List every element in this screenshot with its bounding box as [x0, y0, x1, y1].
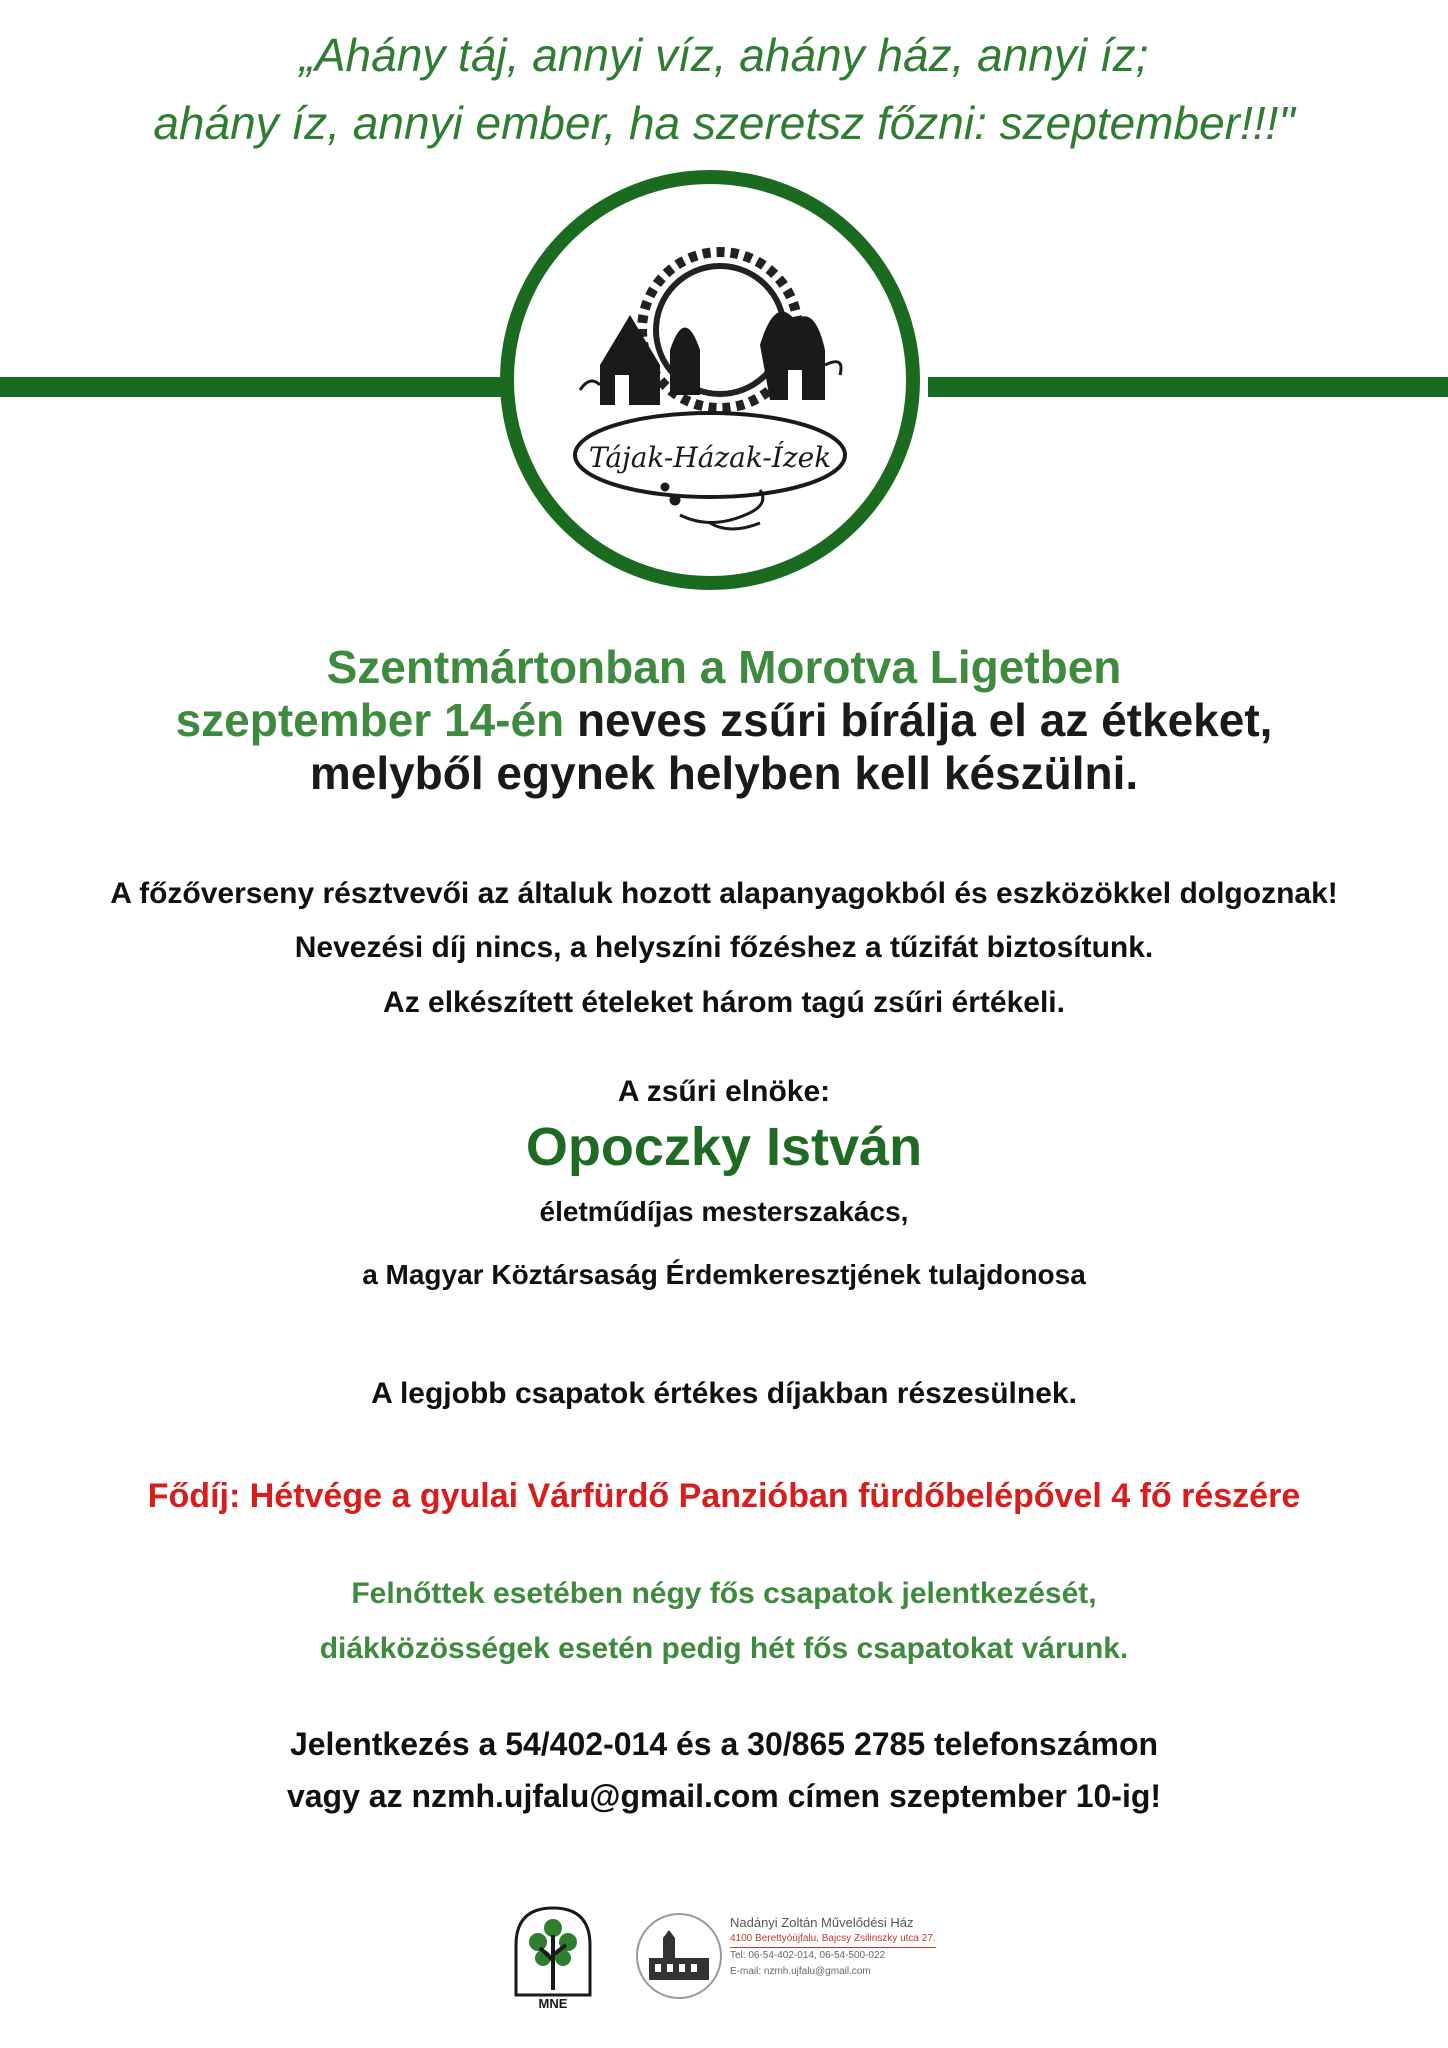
- logo-text: Tájak-Házak-Ízek: [588, 441, 832, 474]
- org-phone: Tel: 06-54-402-014, 06-54-500-022: [730, 1950, 886, 1961]
- teams-line-2: diákközösségek esetén pedig hét fős csapatokat várunk.: [319, 1632, 1129, 1665]
- jury-title-2: a Magyar Köztársaság Érdemkeresztjének tulajdonosa: [362, 1259, 1086, 1290]
- info-line-1: A főzőverseny résztvevői az általuk hozott alapanyagokból és eszközökkel dolgoznak!: [110, 877, 1338, 910]
- org-name: Nadányi Zoltán Művelődési Ház: [730, 1915, 914, 1930]
- quote-line-1: „Ahány táj, annyi víz, ahány ház, annyi íz;: [299, 29, 1149, 81]
- headline-line-3: melyből egynek helyben kell készülni.: [309, 747, 1139, 799]
- headline-line-1: Szentmártonban a Morotva Ligetben: [326, 641, 1122, 693]
- info-line-2: Nevezési díj nincs, a helyszíni főzéshez a tűzifát biztosítunk.: [294, 931, 1154, 964]
- tajak-hazak-izek-logo: [560, 225, 880, 545]
- info-line-3: Az elkészített ételeket három tagú zsűri értékeli.: [383, 986, 1065, 1019]
- headline-line-2: [0, 693, 1448, 747]
- jury-name: Opoczky István: [525, 1117, 923, 1177]
- registration-line-1: Jelentkezés a 54/402-014 és a 30/865 2785 telefonszámon: [289, 1726, 1159, 1762]
- mne-label: MNE: [538, 1996, 568, 2010]
- jury-label: A zsűri elnöke:: [617, 1075, 831, 1108]
- teams-line-1: Felnőttek esetében négy fős csapatok jelentkezését,: [351, 1577, 1097, 1610]
- main-prize: Fődíj: Hétvége a gyulai Várfürdő Panzióban fürdőbelépővel 4 fő részére: [147, 1477, 1301, 1515]
- headline-line-2-rest: neves zsűri bírálja el az étkeket,: [564, 694, 1273, 746]
- green-divider-right: [928, 377, 1448, 397]
- nzmh-contact: [730, 1915, 936, 1980]
- org-address: 4100 Berettyóújfalu, Bajcsy Zsilinszky utca 27.: [730, 1931, 936, 1948]
- headline-date: szeptember 14-én: [175, 694, 565, 746]
- nzmh-logo: [635, 1912, 723, 2000]
- mne-logo: [508, 1900, 598, 2010]
- prizes-line: A legjobb csapatok értékes díjakban részesülnek.: [371, 1377, 1077, 1410]
- green-divider-left: [0, 377, 520, 397]
- jury-title-1: életműdíjas mesterszakács,: [539, 1196, 909, 1227]
- registration-line-2: vagy az nzmh.ujfalu@gmail.com címen szeptember 10-ig!: [286, 1778, 1162, 1814]
- quote-line-2: ahány íz, annyi ember, ha szeretsz főzni: szeptember!!!": [153, 97, 1295, 149]
- org-email: E-mail: nzmh.ujfalu@gmail.com: [730, 1966, 871, 1977]
